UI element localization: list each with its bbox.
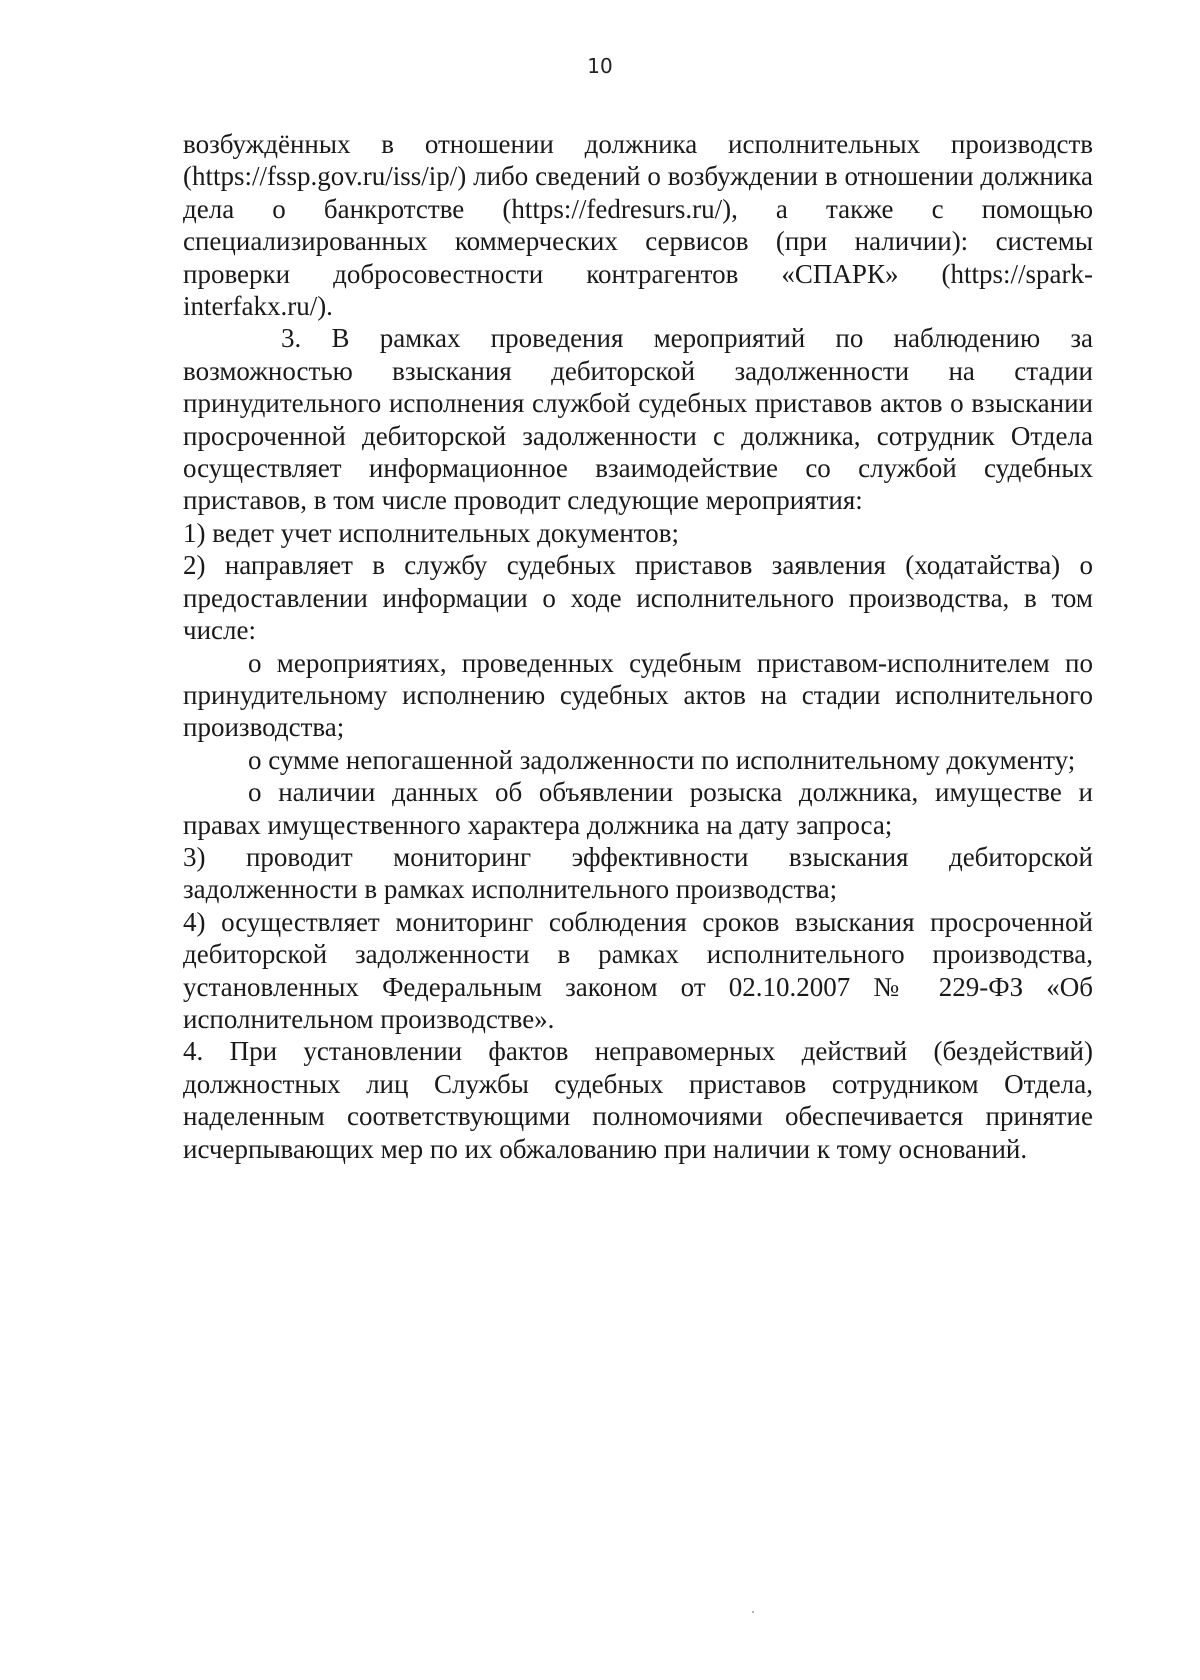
- document-body: [183, 128, 1093, 1165]
- scan-artifact: [752, 1611, 754, 1613]
- page-number: 10: [587, 54, 613, 78]
- paragraph-item-4: 4. При установлении фактов неправомерных действий (бездействий) должностных лиц Службы судебных приставов сотрудником Отдела, наделенным соответствующими полномочиями обеспечивается принятие исчерпывающих мер по их обжалованию при наличии к тому оснований.: [183, 1036, 1093, 1164]
- list-item-2: 2) направляет в службу судебных приставов заявления (ходатайства) о предоставлении информации о ходе исполнительного производства, в том числе:: [183, 550, 1093, 646]
- list-item-4: 4) осуществляет мониторинг соблюдения сроков взыскания просроченной дебиторской задолженности в рамках исполнительного производства, установленных Федеральным законом от 02.10.2007 № 229-ФЗ «Об исполнительном производстве».: [183, 906, 1093, 1034]
- list-item-1: 1) ведет учет исполнительных документов;: [183, 517, 679, 548]
- list-item-3: 3) проводит мониторинг эффективности взыскания дебиторской задолженности в рамках исполнительного производства;: [183, 841, 1093, 905]
- sub-item-search-data: о наличии данных об объявлении розыска должника, имуществе и правах имущественного характера должника на дату запроса;: [183, 777, 1093, 840]
- paragraph-continuation: возбуждённых в отношении должника исполнительных производств (https://fssp.gov.ru/iss/ip/) либо сведений о возбуждении в отношении должника дела о банкротстве (https://fedresurs.ru/), а также с помощью специализированных коммерческих сервисов (при наличии): системы проверки добросовестности контрагентов «СПАРК» (https://spark-interfakx.ru/).: [183, 129, 1093, 322]
- paragraph-item-3: 3. В рамках проведения мероприятий по наблюдению за возможностью взыскания дебиторской задолженности на стадии принудительного исполнения службой судебных приставов актов о взыскании просроченной дебиторской задолженности с должника, сотрудник Отдела осуществляет информационное взаимодействие со службой судебных приставов, в том числе проводит следующие мероприятия:: [183, 323, 1093, 516]
- sub-item-debt-amount: о сумме непогашенной задолженности по исполнительному документу;: [248, 744, 1076, 775]
- sub-item-measures: о мероприятиях, проведенных судебным приставом-исполнителем по принудительному исполнению судебных актов на стадии исполнительного производства;: [183, 647, 1093, 743]
